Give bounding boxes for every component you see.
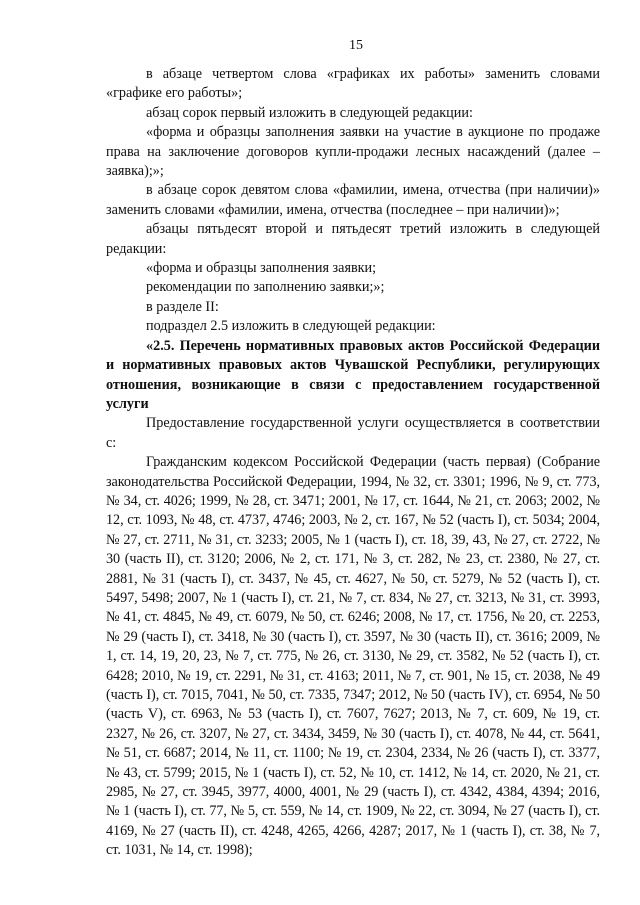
paragraph-4: в абзаце сорок девятом слова «фамилии, имена, отчества (при наличии)» заменить словами «фамилии, имена, отчества (последнее – при наличии)»; <box>106 182 600 218</box>
document-page <box>106 36 600 861</box>
paragraph-5: абзацы пятьдесят второй и пятьдесят третий изложить в следующей редакции: <box>106 221 600 257</box>
paragraph-11: Гражданским кодексом Российской Федерации (часть первая) (Собрание законодательства Российской Федерации, 1994, № 32, ст. 3301; 1996, № 9, ст. 773, № 34, ст. 4026; 1999, № 28, ст. 3471; 2001, № 17, ст. 1644, № 21, ст. 2063; 2002, № 12, ст. 1093, № 48, ст. 4737, 4746; 2003, № 2, ст. 167, № 52 (часть I), ст. 5034; 2004, № 27, ст. 2711, № 31, ст. 3233; 2005, № 1 (часть I), ст. 18, 39, 43, № 27, ст. 2722, № 30 (часть II), ст. 3120; 2006, № 2, ст. 171, № 3, ст. 282, № 23, ст. 2380, № 27, ст. 2881, № 31 (часть I), ст. 3437, № 45, ст. 4627, № 50, ст. 5279, № 52 (часть I), ст. 5497, 5498; 2007, № 1 (часть I), ст. 21, № 7, ст. 834, № 27, ст. 3213, № 31, ст. 3993, № 41, ст. 4845, № 49, ст. 6079, № 50, ст. 6246; 2008, № 17, ст. 1756, № 20, ст. 2253, № 29 (часть I), ст. 3418, № 30 (часть I), ст. 3597, № 30 (часть II), ст. 3616; 2009, № 1, ст. 14, 19, 20, 23, № 7, ст. 775, № 26, ст. 3130, № 29, ст. 3582, № 52 (часть I), ст. 6428; 2010, № 19, ст. 2291, № 31, ст. 4163; 2011, № 7, ст. 901, № 15, ст. 2038, № 49 (часть I), ст. 7015, 7041, № 50, ст. 7335, 7347; 2012, № 50 (часть IV), ст. 6954, № 50 (часть V), ст. 6963, № 53 (часть I), ст. 7607, 7627; 2013, № 7, ст. 609, № 19, ст. 2327, № 26, ст. 3207, № 27, ст. 3434, 3459, № 30 (часть I), ст. 4078, № 44, ст. 5641, № 51, ст. 6687; 2014, № 11, ст. 1100; № 19, ст. 2304, 2334, № 26 (часть I), ст. 3377, № 43, ст. 5799; 2015, № 1 (часть I), ст. 52, № 10, ст. 1412, № 14, ст. 2020, № 21, ст. 2985, № 27, ст. 3945, 3977, 4000, 4001, № 29 (часть I), ст. 4342, 4384, 4394; 2016, № 1 (часть I), ст. 77, № 5, ст. 559, № 14, ст. 1909, № 22, ст. 3094, № 27 (часть I), ст. 4169, № 27 (часть II), ст. 4248, 4265, 4266, 4287; 2017, № 1 (часть I), ст. 38, № 7, ст. 1031, № 14, ст. 1998); <box>106 454 600 859</box>
paragraph-8: в разделе II: <box>146 298 219 315</box>
paragraph-10: Предоставление государственной услуги осуществляется в соответствии с: <box>106 415 600 451</box>
paragraph-7: рекомендации по заполнению заявки;»; <box>146 279 385 296</box>
page-number: 15 <box>349 38 363 53</box>
section-heading: «2.5. Перечень нормативных правовых актов Российской Федерации и нормативных правовых актов Чувашской Республики, регулирующих отношения, возникающие в связи с предоставлением государственной услуги <box>106 337 600 412</box>
paragraph-2: абзац сорок первый изложить в следующей редакции: <box>146 104 473 121</box>
paragraph-6: «форма и образцы заполнения заявки; <box>146 260 377 277</box>
paragraph-9: подраздел 2.5 изложить в следующей редакции: <box>146 318 436 335</box>
paragraph-3: «форма и образцы заполнения заявки на участие в аукционе по продаже права на заключение договоров купли-продажи лесных насаждений (далее – заявка);»; <box>106 124 600 180</box>
paragraph-1: в абзаце четвертом слова «графиках их работы» заменить словами «графике его работы»; <box>106 66 600 102</box>
